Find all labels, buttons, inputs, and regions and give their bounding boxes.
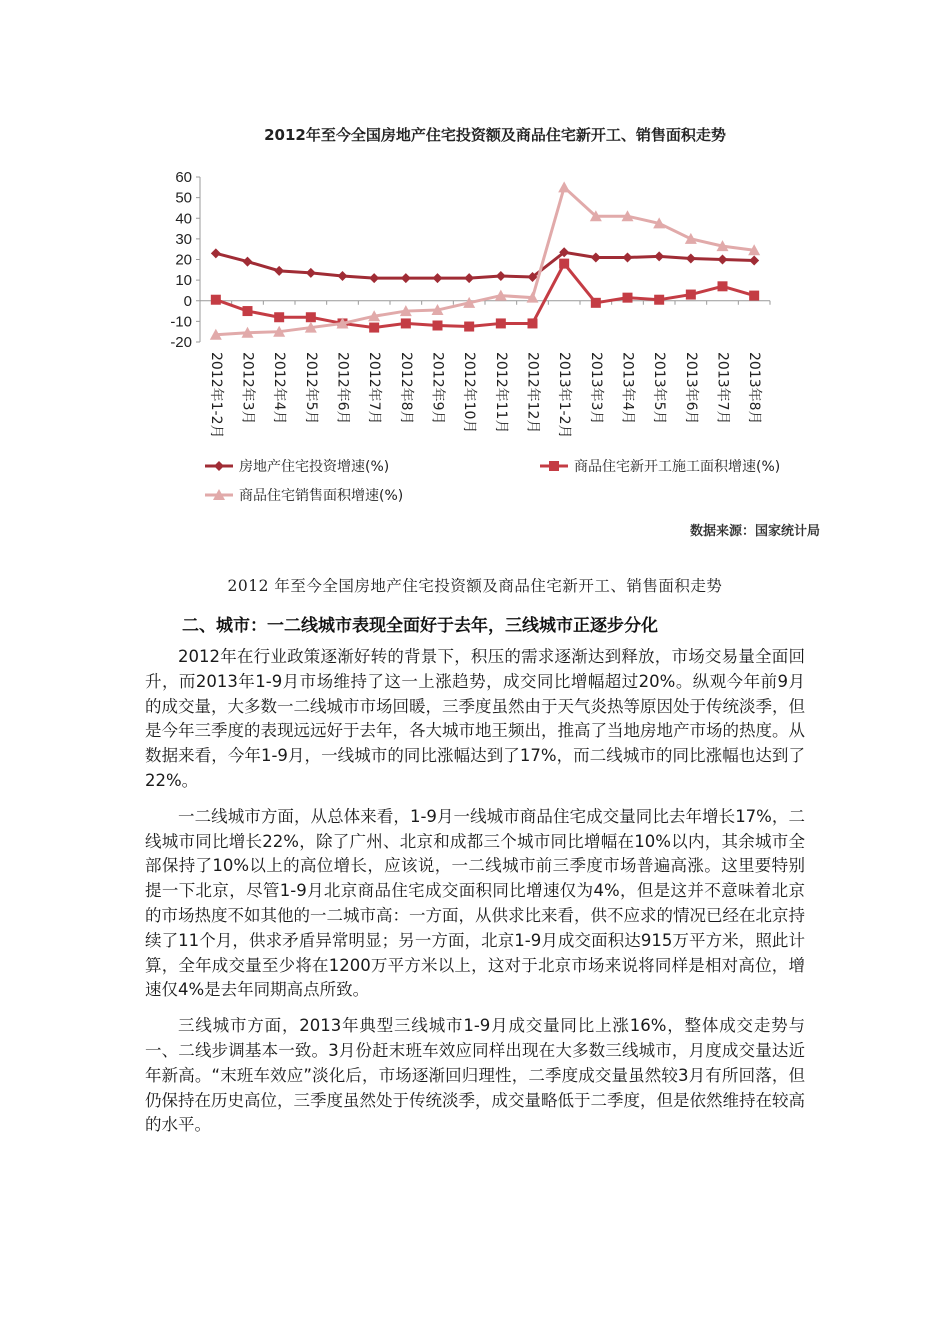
new-start-series-point [749, 291, 759, 301]
new-start-series-point [211, 295, 221, 305]
investment-series-point [496, 271, 506, 281]
x-tick-label: 2012年4月 [271, 352, 288, 425]
section-heading: 二、城市：一二线城市表现全面好于去年，三线城市正逐步分化 [182, 616, 658, 636]
investment-series-point [338, 271, 348, 281]
x-tick-label: 2013年8月 [746, 352, 763, 425]
investment-series-point [654, 251, 664, 261]
body-text [145, 645, 805, 1149]
investment-series-point [274, 266, 284, 276]
x-tick-label: 2012年7月 [366, 352, 383, 425]
y-tick-label: -10 [170, 313, 192, 331]
y-tick-label: 20 [175, 251, 192, 269]
legend-swatch-point [549, 461, 559, 471]
chart-title: 2012年至今全国房地产住宅投资额及商品住宅新开工、销售面积走势 [264, 126, 726, 144]
x-tick-label: 2012年8月 [397, 352, 414, 425]
paragraph-3: 三线城市方面，2013年典型三线城市1-9月成交量同比上涨16%，整体成交走势与一、二线步调基本一致。3月份赶末班车效应同样出现在大多数三线城市，月度成交量达近年新高。“末班车效应”淡化后，市场逐渐回归理性，二季度成交量虽然较3月有所回落，但仍保持在历史高位，三季度虽然处于传统淡季，成交量略低于二季度，但是依然维持在较高的水平。 [145, 1016, 805, 1135]
new-start-series-point [243, 306, 253, 316]
x-tick-label: 2012年3月 [239, 352, 256, 425]
investment-series-point [243, 257, 253, 267]
new-start-series-point [496, 318, 506, 328]
y-tick-label: 50 [175, 189, 192, 207]
x-tick-label: 2012年5月 [302, 352, 319, 425]
new-start-series-point [528, 318, 538, 328]
x-tick-label: 2013年7月 [714, 352, 731, 425]
x-tick-label: 2013年4月 [619, 352, 636, 425]
legend-swatch-point [214, 461, 224, 471]
y-tick-label: 10 [175, 272, 192, 290]
investment-series-point [211, 248, 221, 258]
x-tick-label: 2012年9月 [429, 352, 446, 425]
new-start-series-point [686, 290, 696, 300]
new-start-series-point [401, 318, 411, 328]
x-tick-label: 2012年6月 [334, 352, 351, 425]
data-source: 数据来源：国家统计局 [689, 524, 820, 539]
y-tick-label: 30 [175, 230, 192, 248]
new-start-series-point [654, 295, 664, 305]
y-tick-label: 0 [183, 292, 192, 310]
y-tick-label: 60 [175, 169, 192, 186]
new-start-series-point [559, 259, 569, 269]
chart-figure [150, 110, 840, 550]
investment-series-point [718, 255, 728, 265]
investment-series-point [623, 252, 633, 262]
investment-series-point [306, 268, 316, 278]
y-tick-label: -20 [170, 334, 192, 351]
new-start-series-point [591, 298, 601, 308]
paragraph-1: 2012年在行业政策逐渐好转的背景下，积压的需求逐渐达到释放，市场交易量全面回升，而2013年1-9月市场维持了这一上涨趋势，成交同比增幅超过20%。纵观今年前9月的成交量，大多数一二线城市市场回暖，三季度虽然由于天气炎热等原因处于传统淡季，但是今年三季度的表现远远好于去年，各大城市地王频出，推高了当地房地产市场的热度。从数据来看，今年1-9月，一线城市的同比涨幅达到了17%，而二线城市的同比涨幅也达到了22%。 [145, 647, 805, 790]
x-tick-label: 2013年3月 [587, 352, 604, 425]
x-tick-label: 2012年10月 [461, 352, 478, 434]
x-tick-label: 2013年6月 [682, 352, 699, 425]
legend-label: 商品住宅新开工施工面积增速(%) [574, 459, 781, 475]
line-chart [150, 110, 840, 550]
sales-area-series-point [558, 181, 570, 192]
paragraph-2: 一二线城市方面，从总体来看，1-9月一线城市商品住宅成交量同比去年增长17%，二线城市同比增长22%，除了广州、北京和成都三个城市同比增幅在10%以内，其余城市全部保持了10%以上的高位增长，应该说，一二线城市前三季度市场普遍高涨。这里要特别提一下北京，尽管1-9月北京商品住宅成交面积同比增速仅为4%，但是这并不意味着北京的市场热度不如其他的一二城市高：一方面，从供求比来看，供不应求的情况已经在北京持续了11个月，供求矛盾异常明显；另一方面，北京1-9月成交面积达915万平方米，照此计算，全年成交量至少将在1200万平方米以上，这对于北京市场来说将同样是相对高位，增速仅4%是去年同期高点所致。 [145, 806, 805, 1000]
y-tick-label: 40 [175, 210, 192, 228]
figure-caption: 2012 年至今全国房地产住宅投资额及商品住宅新开工、销售面积走势 [227, 577, 723, 595]
investment-series-point [686, 253, 696, 263]
sales-area-series-line [216, 187, 754, 334]
x-tick-label: 2012年1-2月 [207, 352, 224, 439]
x-tick-label: 2012年12月 [524, 352, 541, 434]
legend-label: 房地产住宅投资增速(%) [239, 459, 390, 475]
investment-series-point [591, 252, 601, 262]
new-start-series-point [718, 281, 728, 291]
investment-series-point [464, 273, 474, 283]
new-start-series-point [369, 323, 379, 333]
investment-series-point [369, 273, 379, 283]
x-tick-label: 2013年5月 [651, 352, 668, 425]
new-start-series-point [623, 293, 633, 303]
investment-series-point [433, 273, 443, 283]
legend-label: 商品住宅销售面积增速(%) [239, 488, 404, 504]
new-start-series-point [464, 322, 474, 332]
new-start-series-point [274, 312, 284, 322]
x-tick-label: 2013年1-2月 [556, 352, 573, 439]
investment-series-line [216, 252, 754, 278]
investment-series-point [749, 256, 759, 266]
investment-series-point [401, 273, 411, 283]
x-tick-label: 2012年11月 [492, 352, 509, 434]
new-start-series-point [433, 321, 443, 331]
new-start-series-point [306, 312, 316, 322]
